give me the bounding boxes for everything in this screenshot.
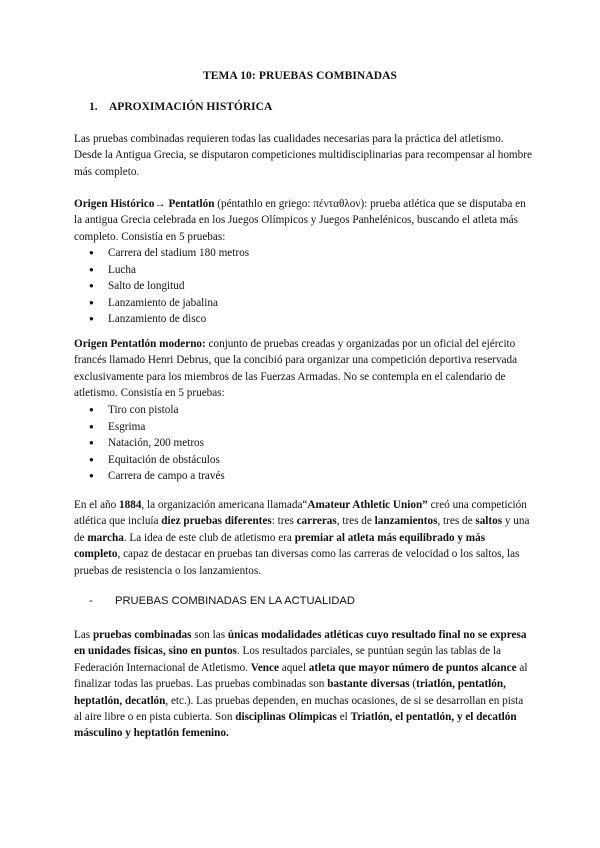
- text-run: al finalizar todas las pruebas. Las pruebas combinadas son: [74, 661, 528, 691]
- list-item: ● Carrera del stadium 180 metros: [89, 245, 249, 262]
- bold-run: atleta que mayor número de puntos alcance: [308, 661, 517, 674]
- bold-run: premiar al atleta más equilibrado y más completo: [74, 531, 486, 561]
- bold-run: únicas modalidades atléticas cuyo resultado final no se expresa en unidades físicas, sino en puntos: [74, 629, 527, 658]
- pentathlon-modern-text: conjunto de pruebas creadas y organizadas por un oficial del ejército francés llamado Henri Debrus, que la concibió para organizar una competición deportiva reservada exclusivamente para los miembros de las Fuerzas Armadas. No se contempla en el calendario de atletismo. Consistía en 5 pruebas:: [74, 338, 518, 400]
- text-run: y una de: [74, 515, 530, 544]
- text-run: aquel: [278, 661, 309, 674]
- section-heading-1: [89, 101, 272, 113]
- pentathlon-modern-list: [89, 402, 225, 485]
- list-item: ● Lanzamiento de disco: [89, 311, 249, 328]
- aau-paragraph: [74, 497, 534, 579]
- bold-run: 1884: [119, 499, 142, 511]
- bold-run: marcha: [87, 531, 124, 544]
- pentathlon-history-paragraph: [74, 196, 534, 245]
- text-run: , tres de: [336, 515, 375, 528]
- text-run: , etc.). Las pruebas dependen, en muchas ocasiones, de si se desarrollan en pista al aire libre o en pista cubierta. Son: [74, 694, 524, 724]
- list-item: ● Lucha: [89, 262, 249, 279]
- text-run: (: [409, 678, 417, 691]
- text-run: creó una competición atlética que incluía: [74, 499, 527, 528]
- text-run: . La idea de este club de atletismo era: [123, 531, 295, 544]
- text-run: el: [336, 711, 351, 724]
- section-dash: -: [89, 595, 93, 607]
- bold-run: triatlón, pentatlón, heptatlón, decatlón: [74, 678, 506, 707]
- list-item: ● Salto de longitud: [89, 278, 249, 295]
- text-run: , la organización americana llamada“: [141, 499, 308, 511]
- page-title: TEMA 10: PRUEBAS COMBINADAS: [202, 70, 398, 82]
- bold-run: diez pruebas diferentes: [161, 515, 272, 528]
- list-item: ● Esgrima: [89, 419, 225, 436]
- pentathlon-history-text: (péntathlo en griego: πένταθλον): prueba atlética que se disputaba en la antigua Grecia celebrada en los Juegos Olímpicos y Juegos Panhelénicos, buscando el atleta más completo. Consistía en 5 pruebas:: [74, 198, 526, 243]
- text-run: . Los resultados parciales, se puntúan según las tablas de la Federación Internacional de Atletismo.: [74, 645, 501, 674]
- intro-paragraph: Las pruebas combinadas requieren todas las cualidades necesarias para la práctica del atletismo. Desde la Antigua Grecia, se disputaron competiciones multidisciplinarias para recompensar al hombre más completo.: [74, 133, 532, 178]
- list-item: ● Lanzamiento de jabalina: [89, 295, 249, 312]
- section-title: PRUEBAS COMBINADAS EN LA ACTUALIDAD: [115, 595, 355, 607]
- list-item: ● Carrera de campo a través: [89, 468, 225, 485]
- pentathlon-history-label: Origen Histórico→ Pentatlón: [74, 198, 215, 210]
- text-run: Las: [74, 629, 93, 641]
- pentathlon-modern-paragraph: [74, 336, 534, 402]
- bold-run: disciplinas Olímpicas: [235, 711, 337, 724]
- text-run: En el año: [74, 499, 120, 511]
- text-run: son las: [191, 629, 228, 641]
- text-run: , capaz de destacar en pruebas tan diversas como las carreras de velocidad o los saltos, las pruebas de resistencia o los lanzamientos.: [74, 548, 520, 577]
- list-item: ● Tiro con pistola: [89, 402, 225, 419]
- list-item: ● Natación, 200 metros: [89, 435, 225, 452]
- bold-run: Triatlón, el pentatlón, y el decatlón másculino y heptatlón femenino.: [74, 711, 517, 740]
- section-title: APROXIMACIÓN HISTÓRICA: [109, 101, 273, 113]
- text-run: , tres de: [437, 515, 476, 528]
- bold-run: carreras: [296, 515, 337, 528]
- bold-run: bastante diversas: [327, 678, 410, 691]
- section-heading-2: [89, 595, 355, 607]
- bold-run: pruebas combinadas: [92, 629, 192, 641]
- text-run: : tres: [271, 515, 297, 528]
- actual-paragraph: [74, 627, 534, 742]
- section-number: 1.: [89, 101, 98, 113]
- bold-run: lanzamientos: [374, 515, 438, 528]
- pentathlon-modern-label: Origen Pentatlón moderno:: [74, 338, 206, 350]
- pentathlon-history-list: [89, 245, 249, 328]
- bold-run: Amateur Athletic Union”: [307, 499, 428, 511]
- bold-run: Vence: [250, 661, 279, 674]
- list-item: ● Equitación de obstáculos: [89, 452, 225, 469]
- bold-run: saltos: [475, 515, 503, 528]
